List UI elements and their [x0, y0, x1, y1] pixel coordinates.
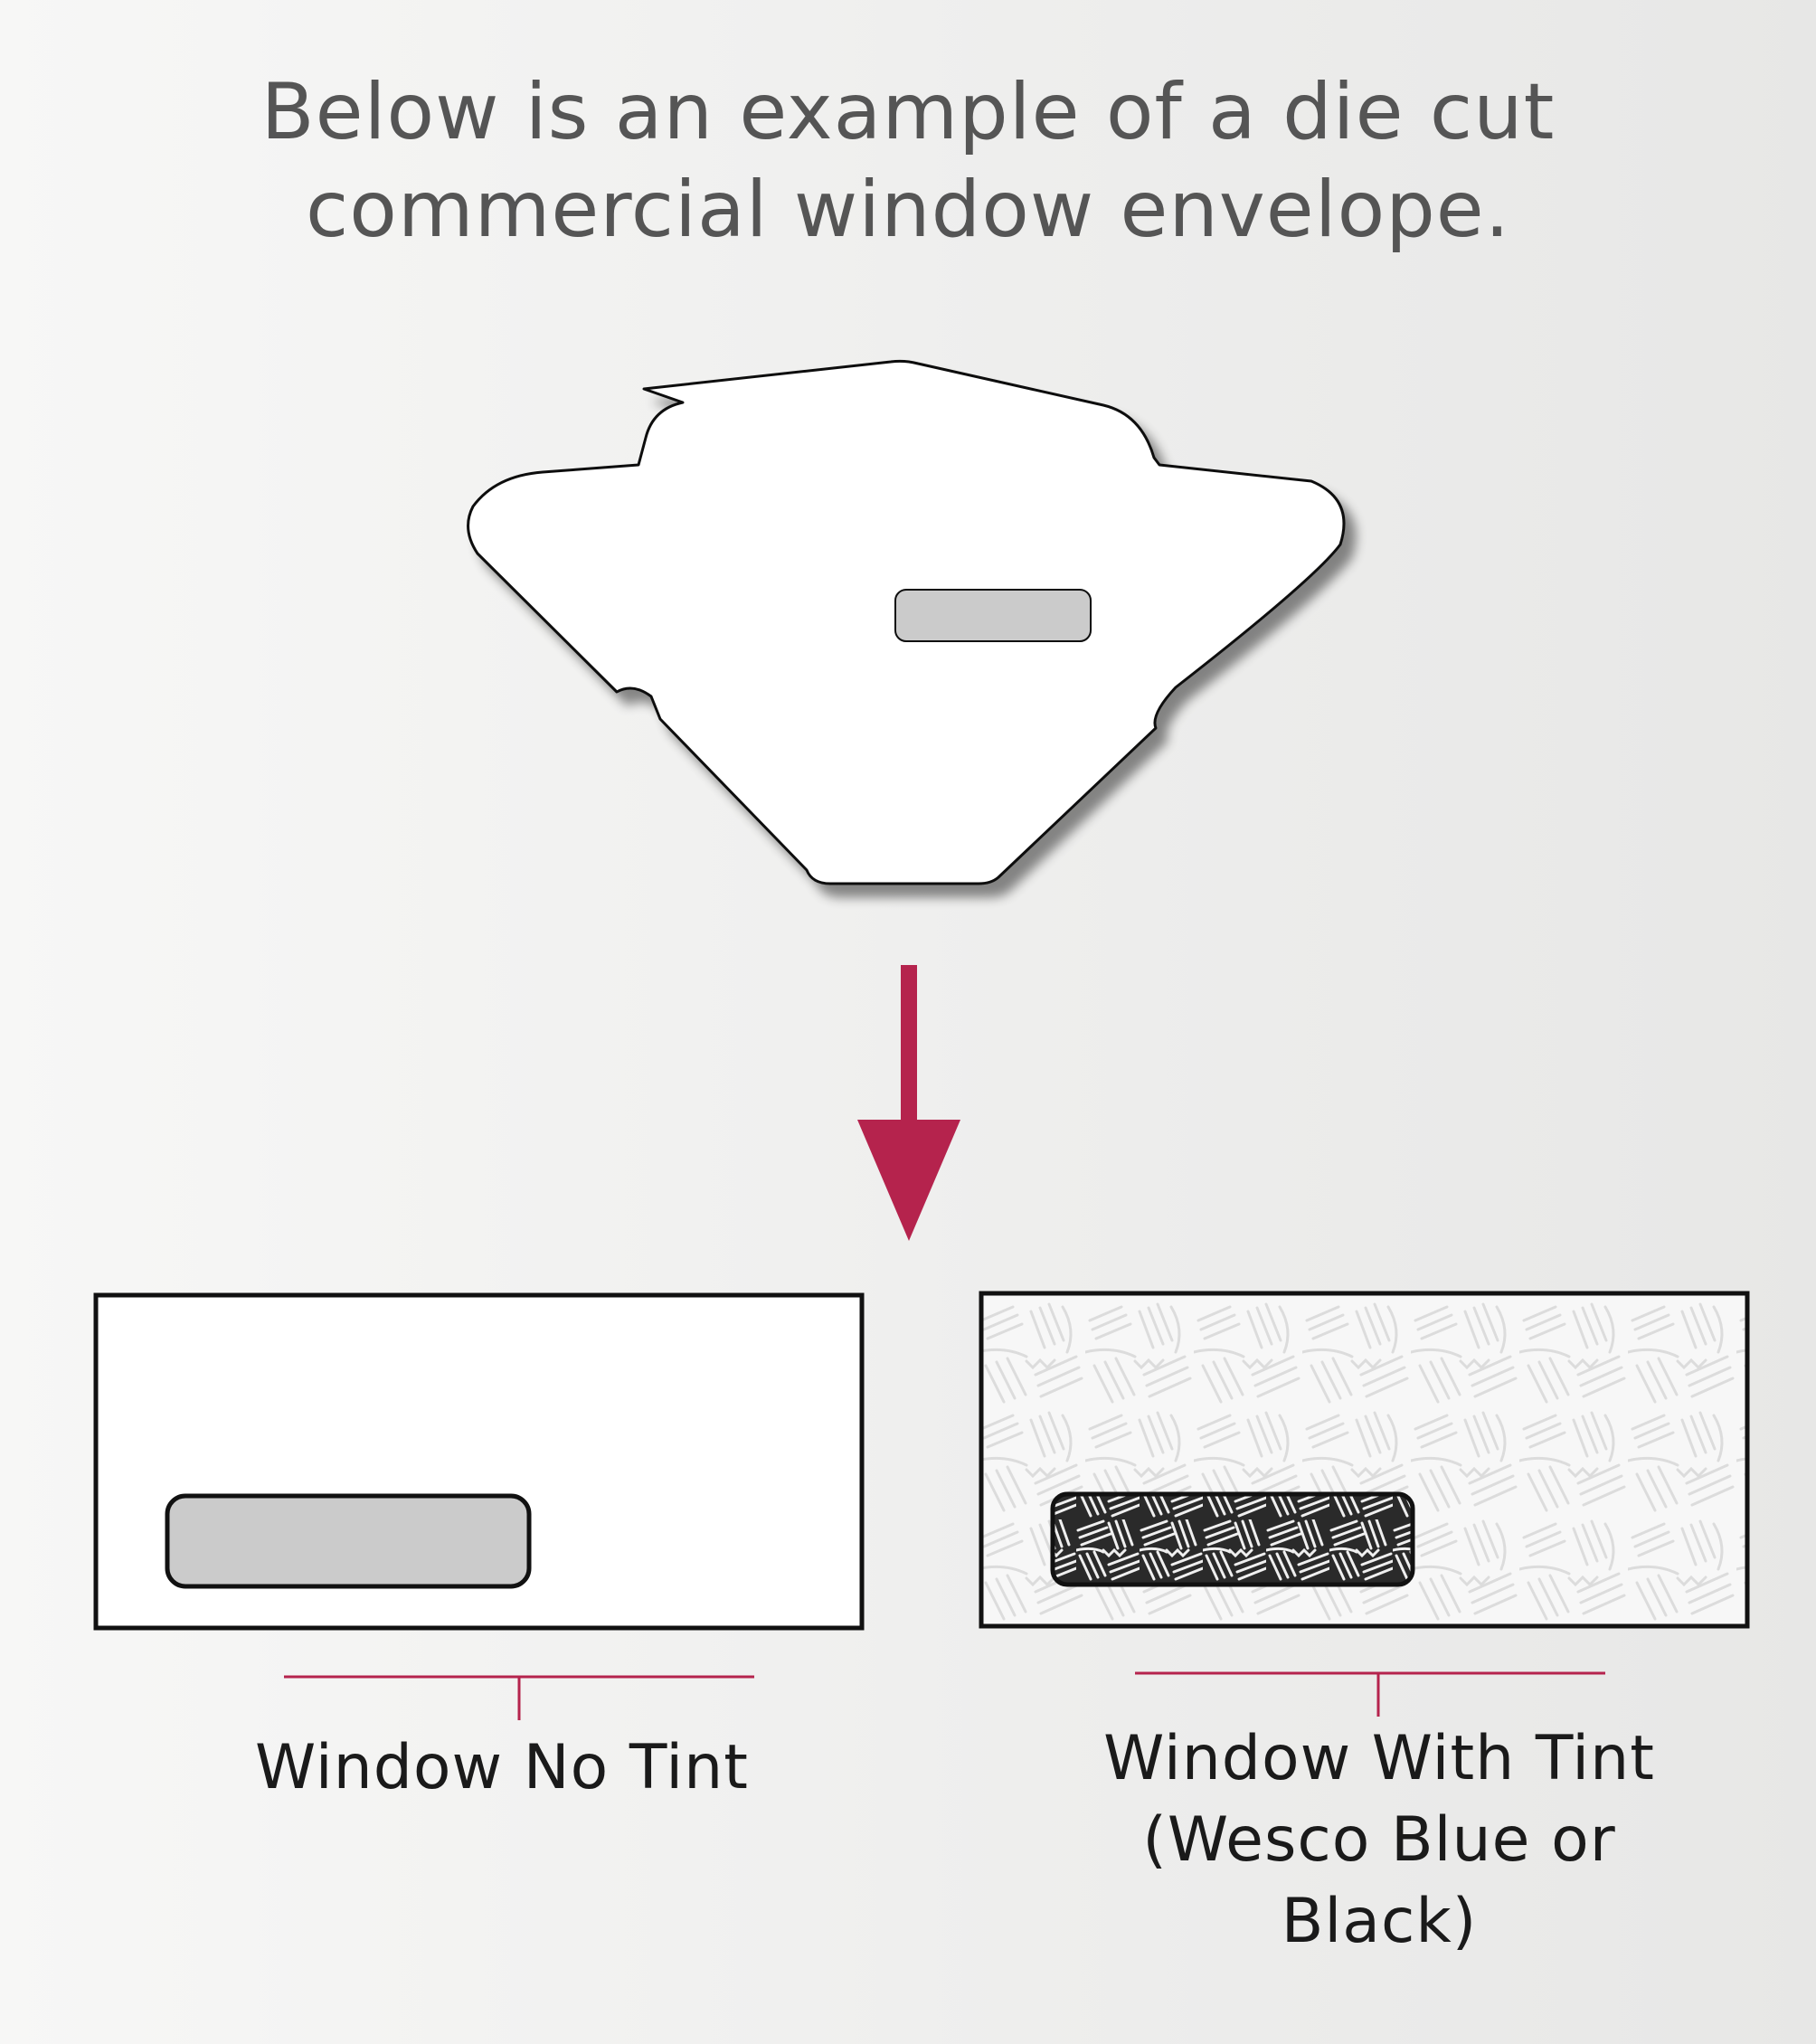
envelope-no-tint	[96, 1295, 862, 1628]
caption-with-tint-line-3: Black)	[1281, 1886, 1478, 1957]
callout-bracket-left	[284, 1677, 754, 1720]
caption-no-tint	[208, 1727, 796, 1809]
tinted-window-fill	[1053, 1494, 1413, 1585]
die-cut-envelope	[468, 361, 1344, 884]
envelope-with-tint	[981, 1293, 1747, 1626]
down-arrow-icon	[857, 965, 960, 1241]
heading-line-1: Below is an example of a die cut	[260, 67, 1556, 157]
caption-no-tint-text: Window No Tint	[255, 1732, 749, 1803]
caption-with-tint-line-1: Window With Tint	[1103, 1723, 1655, 1794]
die-cut-window	[895, 590, 1091, 641]
clear-window	[167, 1496, 529, 1586]
heading-line-2: commercial window envelope.	[305, 165, 1511, 255]
caption-with-tint	[1072, 1718, 1687, 1963]
callout-bracket-right	[1135, 1673, 1605, 1717]
caption-with-tint-line-2: (Wesco Blue or	[1142, 1804, 1616, 1876]
